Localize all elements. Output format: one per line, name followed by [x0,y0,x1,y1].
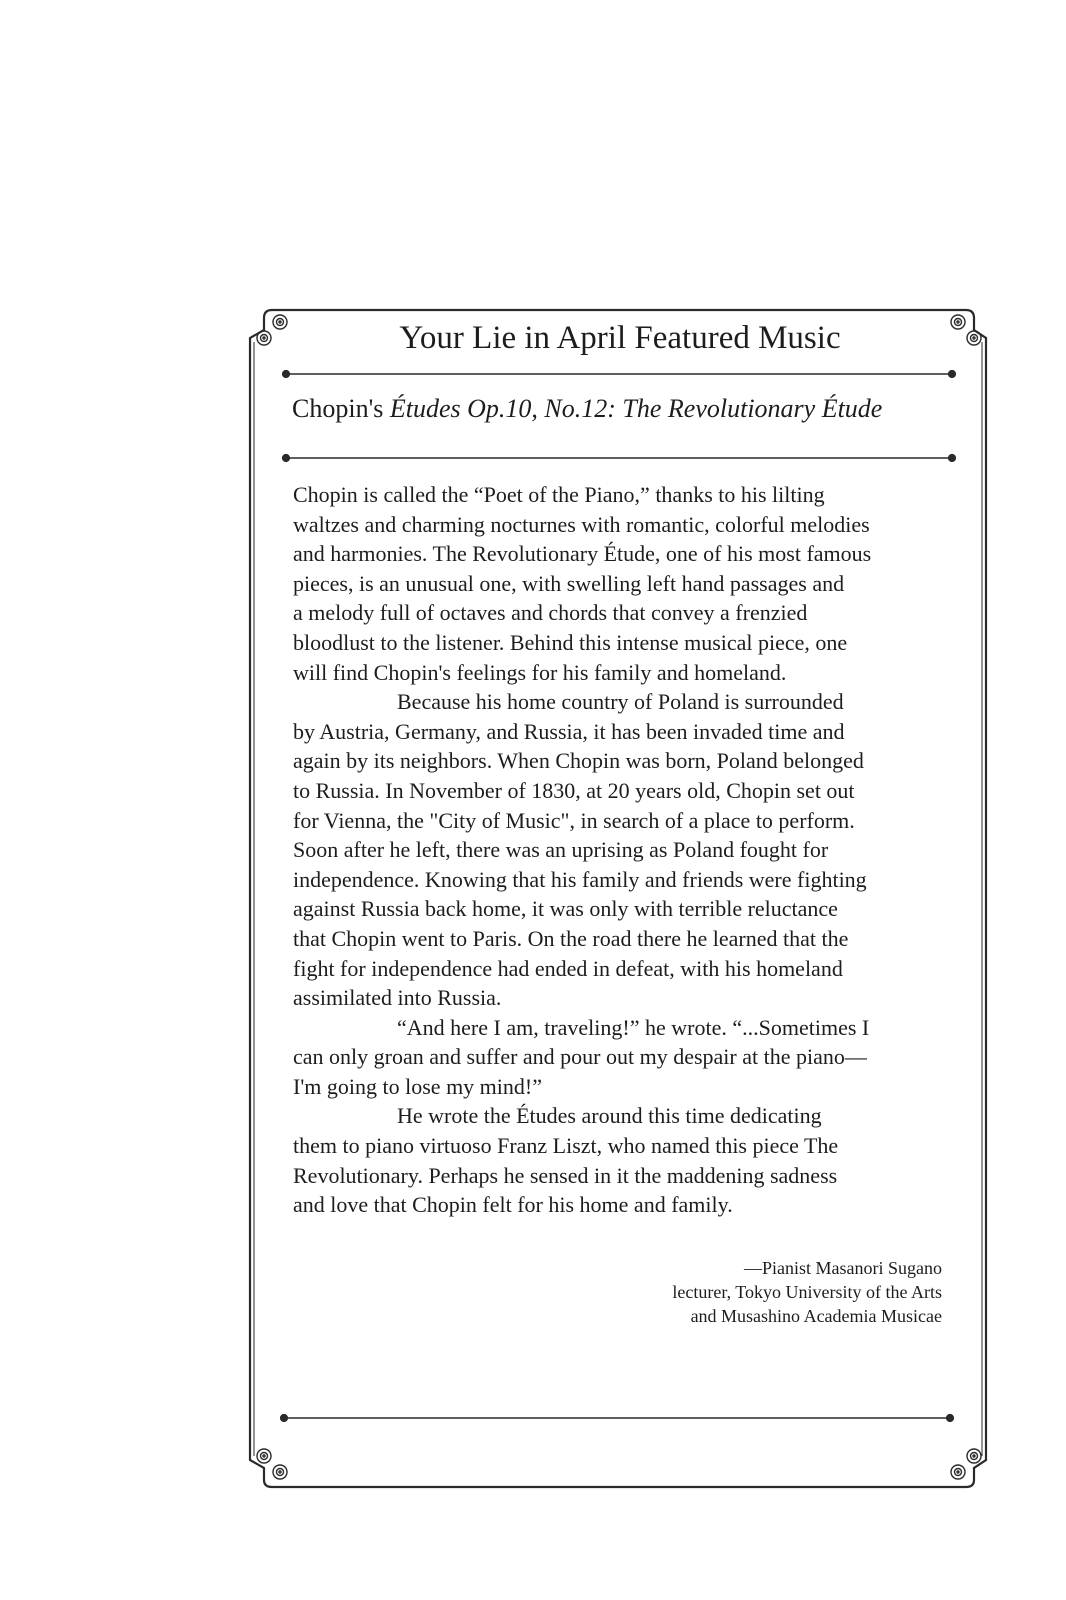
author-signature [560,1256,942,1328]
body-line: and harmonies. The Revolutionary Étude, one of his most famous [293,541,872,567]
body-line: independence. Knowing that his family and friends were fighting [293,866,867,892]
signature-affiliation-2: and Musashino Academia Musicae [690,1306,942,1326]
body-line: assimilated into Russia. [293,985,502,1011]
subtitle-piece-name: Études Op.10, No.12: The Revolutionary Étude [389,394,883,423]
body-line: a melody full of octaves and chords that convey a frenzied [293,600,808,626]
swirl-ornament-bottom-left-icon [257,1449,287,1479]
body-line: pieces, is an unusual one, with swelling left hand passages and [293,570,845,596]
body-line: that Chopin went to Paris. On the road there he learned that the [293,925,849,951]
body-line: bloodlust to the listener. Behind this intense musical piece, one [293,629,848,655]
body-line: Because his home country of Poland is surrounded [397,689,844,715]
page-title: Your Lie in April Featured Music [399,320,841,356]
body-line: Revolutionary. Perhaps he sensed in it the maddening sadness [293,1162,838,1188]
body-line: fight for independence had ended in defeat, with his homeland [293,955,843,981]
body-line: Soon after he left, there was an uprising as Poland fought for [293,837,829,863]
divider-rule-bottom [280,1414,953,1421]
body-line: them to piano virtuoso Franz Liszt, who named this piece The [293,1133,839,1159]
article-body [293,480,953,1220]
divider-rule-middle [282,454,955,461]
body-line: for Vienna, the "City of Music", in search of a place to perform. [293,807,855,833]
body-line: and love that Chopin felt for his home and family. [293,1192,733,1218]
swirl-ornament-bottom-right-icon [951,1449,981,1479]
body-line: will find Chopin's feelings for his family and homeland. [293,659,787,685]
body-line: against Russia back home, it was only with terrible reluctance [293,896,838,922]
subtitle-lead: Chopin's [292,394,390,423]
body-line: by Austria, Germany, and Russia, it has been invaded time and [293,718,845,744]
body-line: I'm going to lose my mind!” [293,1073,542,1099]
piece-subtitle [292,394,972,424]
body-line: He wrote the Études around this time dedicating [397,1103,822,1129]
body-line: “And here I am, traveling!” he wrote. “...Sometimes I [397,1014,870,1040]
body-line: waltzes and charming nocturnes with romantic, colorful melodies [293,511,870,537]
body-line: Chopin is called the “Poet of the Piano,” thanks to his lilting [293,482,825,507]
body-line: to Russia. In November of 1830, at 20 years old, Chopin set out [293,777,855,803]
divider-rule-top [282,370,955,377]
body-line: can only groan and suffer and pour out my despair at the piano— [293,1044,867,1070]
body-line: again by its neighbors. When Chopin was born, Poland belonged [293,748,864,774]
signature-name: —Pianist Masanori Sugano [744,1258,942,1278]
signature-affiliation: lecturer, Tokyo University of the Arts [672,1282,942,1302]
